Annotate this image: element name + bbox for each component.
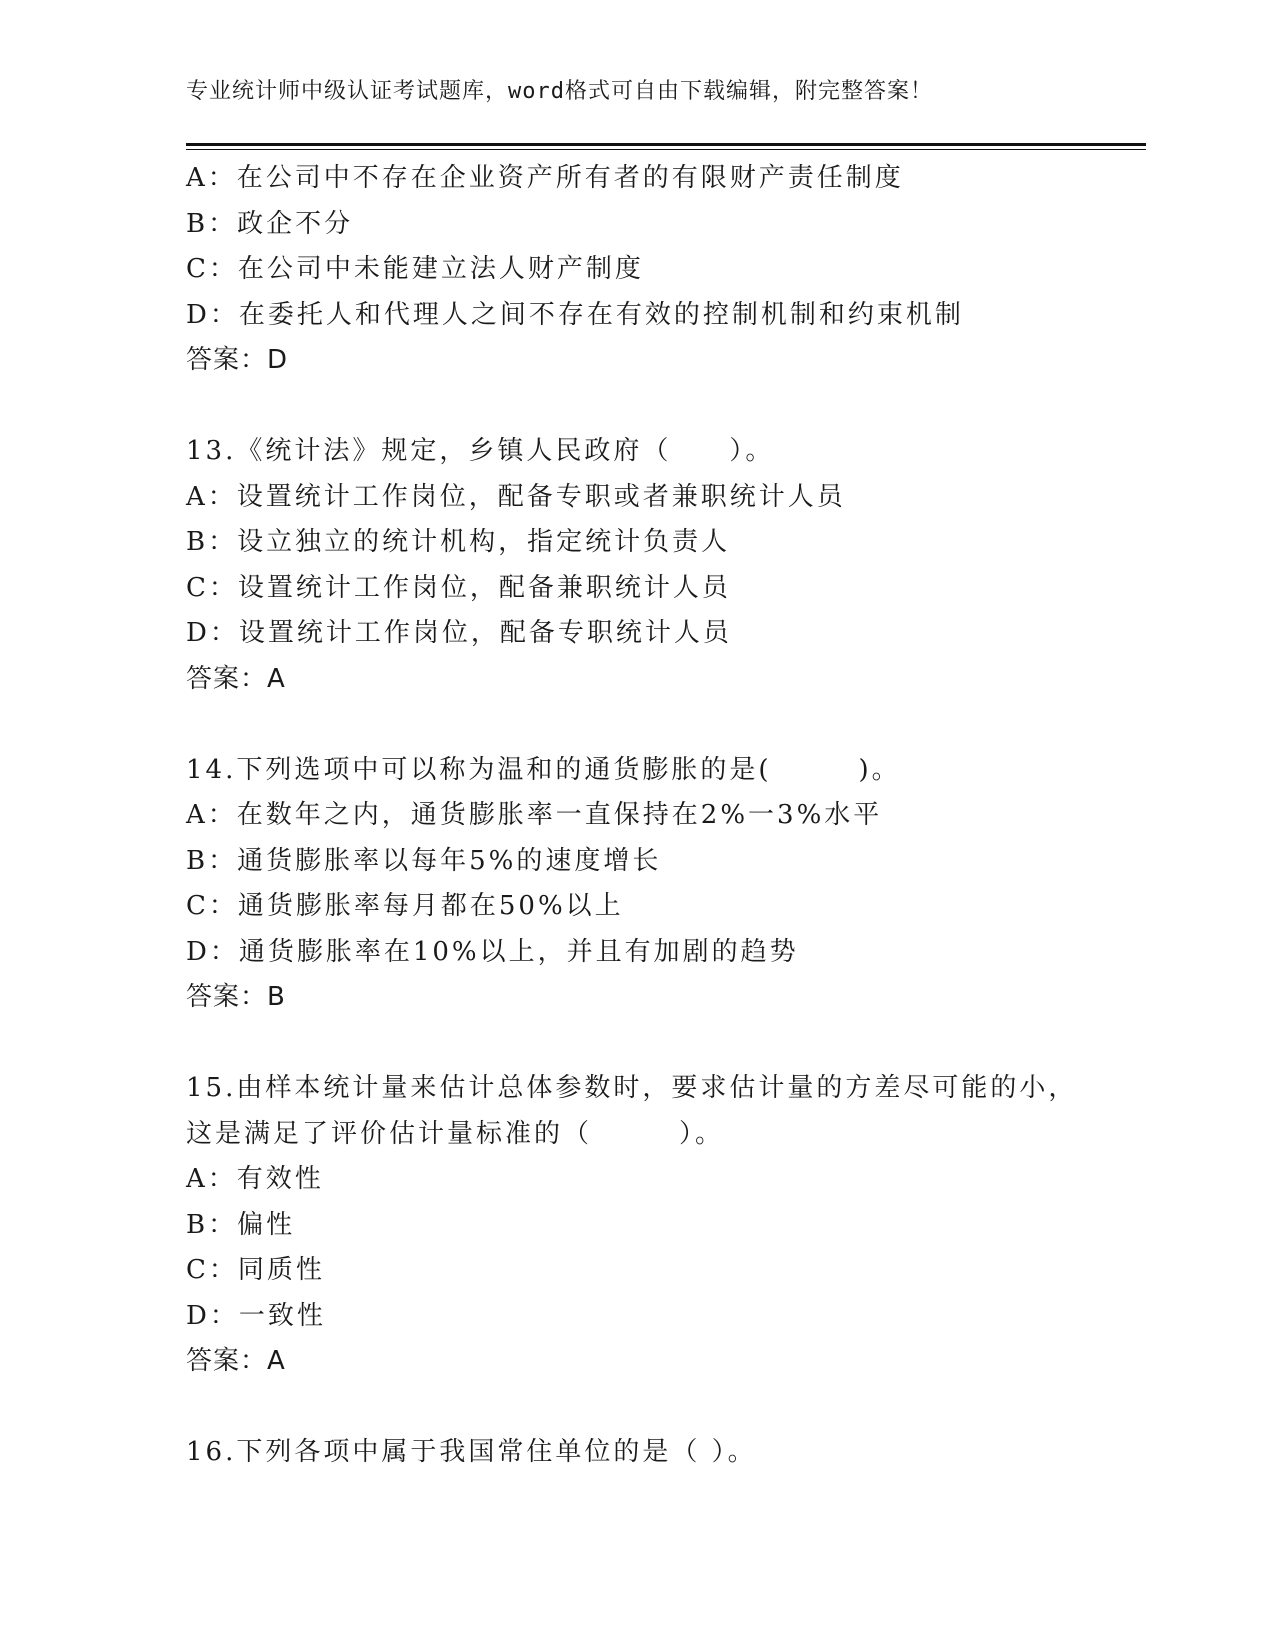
option-a: A：在数年之内，通货膨胀率一直保持在2%一3%水平 xyxy=(186,800,883,830)
question-stem: 14.下列选项中可以称为温和的通货膨胀的是( )。 xyxy=(186,754,901,785)
answer-line: 答案：A xyxy=(186,663,286,694)
option-c: C：在公司中未能建立法人财产制度 xyxy=(186,254,644,284)
spacer xyxy=(186,384,1146,430)
question-content xyxy=(186,156,1146,1476)
option-d: D：通货膨胀率在10%以上，并且有加剧的趋势 xyxy=(186,936,799,967)
answer-line: 答案：D xyxy=(186,345,289,375)
page-header: 专业统计师中级认证考试题库，word格式可自由下载编辑，附完整答案！ xyxy=(186,79,933,104)
spacer xyxy=(186,702,1146,748)
option-b: B：通货膨胀率以每年5%的速度增长 xyxy=(186,845,662,876)
header-divider-thin xyxy=(186,149,1146,150)
question-stem: 16.下列各项中属于我国常住单位的是（ ）。 xyxy=(186,1437,757,1467)
option-d: D：在委托人和代理人之间不存在有效的控制机制和约束机制 xyxy=(186,299,964,330)
spacer xyxy=(186,1385,1146,1431)
option-b: B：政企不分 xyxy=(186,208,354,239)
header-divider-thick xyxy=(186,143,1146,146)
question-stem: 15.由样本统计量来估计总体参数时，要求估计量的方差尽可能的小， xyxy=(186,1073,1078,1103)
option-b: B：设立独立的统计机构，指定统计负责人 xyxy=(186,527,731,557)
answer-line: 答案：B xyxy=(186,982,286,1012)
option-a: A：有效性 xyxy=(186,1164,324,1194)
option-a: A：在公司中不存在企业资产所有者的有限财产责任制度 xyxy=(186,163,904,193)
question-stem: 13.《统计法》规定，乡镇人民政府（ ）。 xyxy=(186,436,775,466)
option-b: B：偏性 xyxy=(186,1209,296,1240)
option-d: D：设置统计工作岗位，配备专职统计人员 xyxy=(186,618,732,648)
question-stem-continued: 这是满足了评价估计量标准的（ ）。 xyxy=(186,1118,725,1149)
option-d: D：一致性 xyxy=(186,1300,326,1331)
answer-line: 答案：A xyxy=(186,1346,286,1376)
option-c: C：通货膨胀率每月都在50%以上 xyxy=(186,891,624,921)
option-c: C：设置统计工作岗位，配备兼职统计人员 xyxy=(186,572,731,603)
option-a: A：设置统计工作岗位，配备专职或者兼职统计人员 xyxy=(186,481,846,512)
option-c: C：同质性 xyxy=(186,1255,325,1285)
spacer xyxy=(186,1021,1146,1067)
